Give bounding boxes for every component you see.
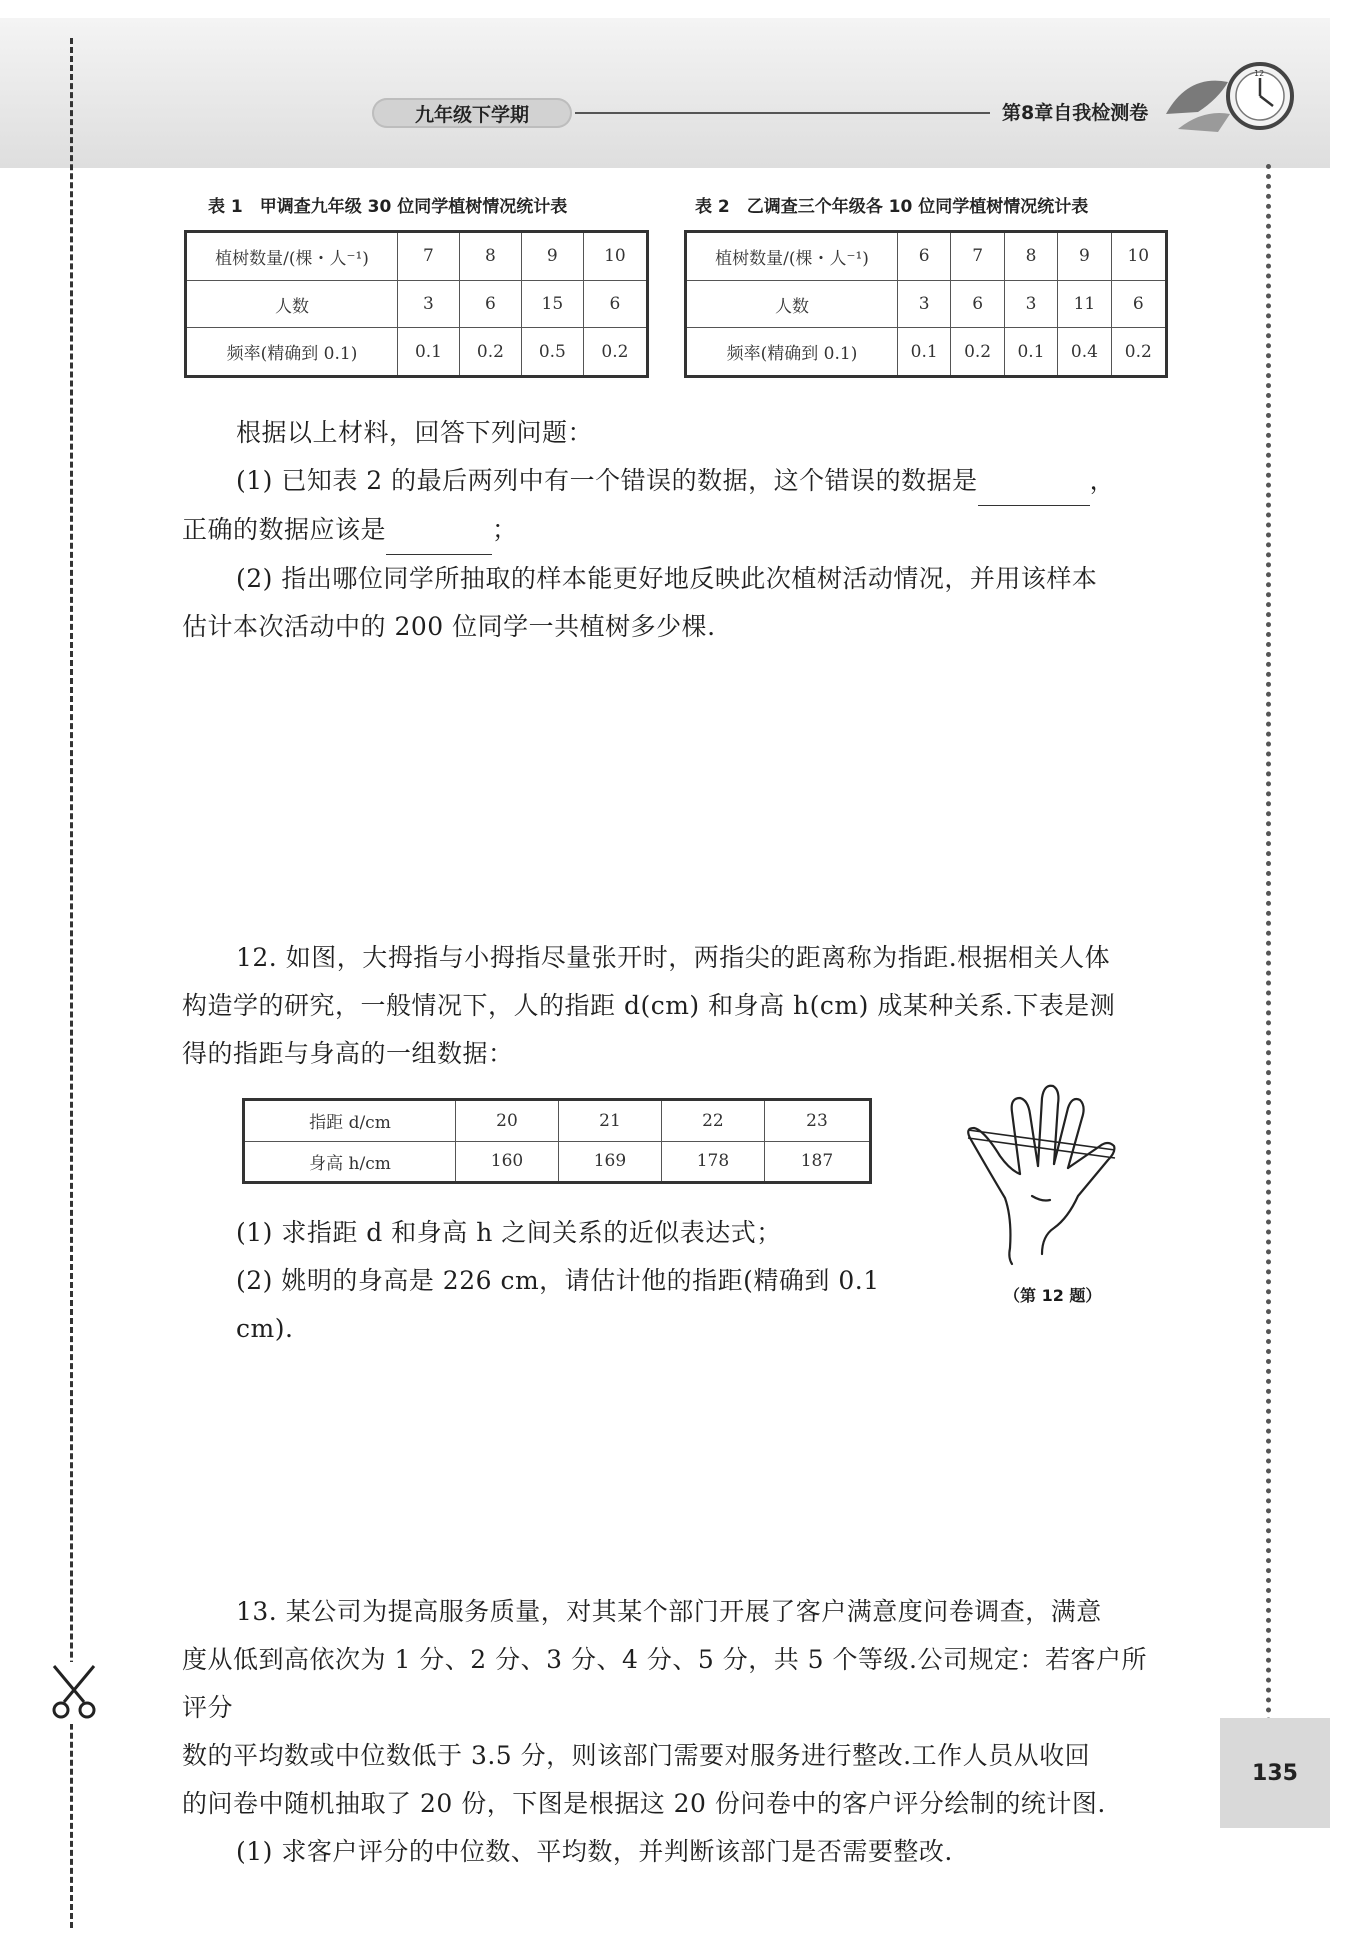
table-cell: 0.1	[398, 328, 460, 377]
table-cell: 6	[951, 280, 1004, 327]
table-row	[686, 328, 1167, 377]
table-cell: 0.2	[459, 328, 521, 377]
q12-sub1: (1) 求指距 d 和身高 h 之间关系的近似表达式；	[236, 1218, 782, 1247]
punct: ；	[492, 515, 518, 544]
table-row	[244, 1141, 871, 1183]
table2-freq-label: 频率(精确到 0.1)	[686, 328, 898, 377]
chapter-title: 第8章自我检测卷	[1002, 102, 1149, 124]
answer-blank[interactable]	[386, 506, 492, 555]
table1-people-label: 人数	[186, 280, 398, 327]
table-cell: 160	[456, 1141, 559, 1183]
table-cell: 8	[459, 232, 521, 281]
q12-sub2: (2) 姚明的身高是 226 cm，请估计他的指距(精确到 0.1 cm).	[236, 1266, 880, 1343]
table1-header-label: 植树数量/(棵・人⁻¹)	[186, 232, 398, 281]
header-band	[0, 18, 1330, 168]
table-cell: 6	[583, 280, 647, 327]
table-cell: 7	[398, 232, 460, 281]
table-cell: 3	[1004, 280, 1057, 327]
q11-part1	[182, 457, 1172, 506]
q13-sub1: (1) 求客户评分的中位数、平均数，并判断该部门是否需要整改.	[236, 1837, 953, 1866]
table-cell: 15	[521, 280, 583, 327]
q12-row2-label: 身高 h/cm	[244, 1141, 456, 1183]
punct: ，	[1089, 466, 1116, 495]
q12-subquestions	[236, 1209, 936, 1353]
table-cell: 6	[1111, 280, 1166, 327]
cut-line	[70, 38, 73, 1928]
scissors-icon	[48, 1662, 100, 1724]
table-cell: 0.4	[1058, 328, 1111, 377]
table-row	[186, 280, 648, 327]
table-cell: 23	[764, 1100, 870, 1142]
table2-people-label: 人数	[686, 280, 898, 327]
table1-caption: 表 1 甲调查九年级 30 位同学植树情况统计表	[208, 197, 568, 217]
q13-line4: 的问卷中随机抽取了 20 份，下图是根据这 20 份问卷中的客户评分绘制的统计图.	[182, 1789, 1106, 1818]
q11-part2-cont: 估计本次活动中的 200 位同学一共植树多少棵.	[182, 612, 716, 641]
grade-label: 九年级下学期	[372, 98, 572, 128]
runner-clock-icon	[1158, 54, 1308, 144]
table-cell: 6	[459, 280, 521, 327]
page-number: 135	[1220, 1718, 1330, 1828]
table-cell: 11	[1058, 280, 1111, 327]
table-row	[186, 232, 648, 281]
table-row	[686, 280, 1167, 327]
table-cell: 0.2	[951, 328, 1004, 377]
table1-freq-label: 频率(精确到 0.1)	[186, 328, 398, 377]
table-cell: 20	[456, 1100, 559, 1142]
svg-text:12: 12	[1254, 69, 1265, 78]
table-cell: 0.2	[583, 328, 647, 377]
table-cell: 6	[898, 232, 951, 281]
q13-line1: 13. 某公司为提高服务质量，对其某个部门开展了客户满意度问卷调查，满意	[236, 1597, 1102, 1626]
q12-row1-label: 指距 d/cm	[244, 1100, 456, 1142]
q13-text	[182, 1588, 1172, 1876]
q12-table	[242, 1098, 872, 1184]
table-cell: 9	[521, 232, 583, 281]
table-row	[186, 328, 648, 377]
q12-line1: 12. 如图，大拇指与小拇指尽量张开时，两指尖的距离称为指距.根据相关人体	[236, 943, 1111, 972]
q11-part1-text2: 正确的数据应该是	[182, 515, 387, 544]
answer-blank[interactable]	[978, 457, 1090, 506]
table-cell: 0.1	[898, 328, 951, 377]
q11-part1-text: (1) 已知表 2 的最后两列中有一个错误的数据，这个错误的数据是	[236, 466, 978, 495]
table2-header-label: 植树数量/(棵・人⁻¹)	[686, 232, 898, 281]
table-cell: 9	[1058, 232, 1111, 281]
table-cell: 187	[764, 1141, 870, 1183]
table-cell: 178	[661, 1141, 764, 1183]
table-cell: 10	[1111, 232, 1166, 281]
table2-caption: 表 2 乙调查三个年级各 10 位同学植树情况统计表	[695, 197, 1089, 217]
q12-line2: 构造学的研究，一般情况下，人的指距 d(cm) 和身高 h(cm) 成某种关系.下表是测	[182, 991, 1116, 1020]
table-cell: 8	[1004, 232, 1057, 281]
q11-intro: 根据以上材料，回答下列问题：	[236, 418, 594, 447]
table-cell: 0.1	[1004, 328, 1057, 377]
table-row	[686, 232, 1167, 281]
table-row	[244, 1100, 871, 1142]
table-cell: 169	[558, 1141, 661, 1183]
table-cell: 7	[951, 232, 1004, 281]
table-cell: 21	[558, 1100, 661, 1142]
table-cell: 0.5	[521, 328, 583, 377]
table2	[684, 230, 1168, 378]
q12-line3: 得的指距与身高的一组数据：	[182, 1039, 514, 1068]
table-cell: 3	[898, 280, 951, 327]
q12-text	[182, 934, 1172, 1078]
header-rule	[575, 112, 990, 114]
q11-part2: (2) 指出哪位同学所抽取的样本能更好地反映此次植树活动情况，并用该样本	[236, 564, 1098, 593]
q11-text	[182, 409, 1172, 651]
q11-part1-cont	[182, 506, 1172, 555]
q13-line2: 度从低到高依次为 1 分、2 分、3 分、4 分、5 分，共 5 个等级.公司规定：若客户所评分	[182, 1645, 1147, 1722]
table-cell: 22	[661, 1100, 764, 1142]
table-cell: 10	[583, 232, 647, 281]
hand-illustration	[950, 1078, 1190, 1278]
table-cell: 0.2	[1111, 328, 1166, 377]
table-cell: 3	[398, 280, 460, 327]
figure-caption: （第 12 题）	[1004, 1286, 1102, 1305]
table1	[184, 230, 649, 378]
margin-dotted-rule	[1266, 164, 1271, 1724]
q13-line3: 数的平均数或中位数低于 3.5 分，则该部门需要对服务进行整改.工作人员从收回	[182, 1741, 1091, 1770]
